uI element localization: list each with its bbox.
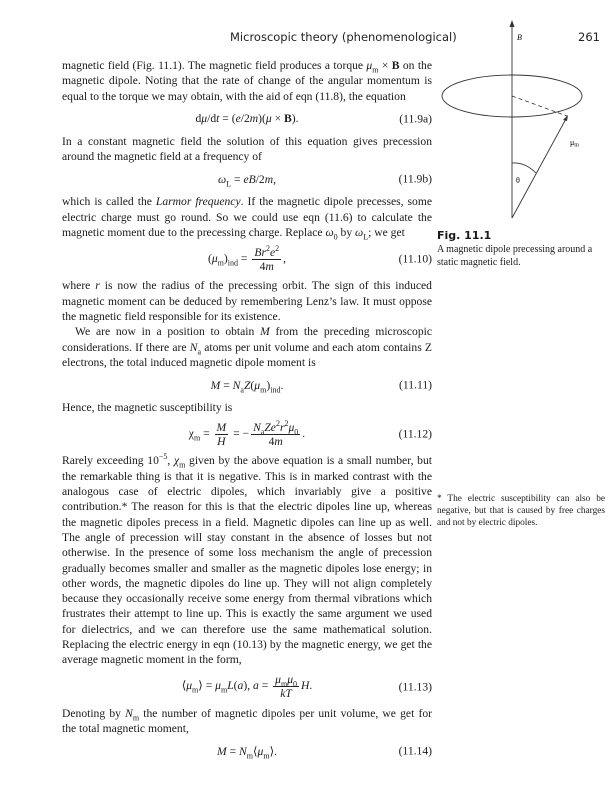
equation [62,670,432,704]
subscript: m [193,433,201,443]
subscript: a [197,346,202,356]
text-run: N [125,706,133,720]
subscript: ind [227,258,239,268]
numerator [273,673,299,687]
label-b: B [517,33,522,42]
text-run: = [226,744,240,758]
arrow-head-icon [510,20,515,27]
figure-label: Fig. 11.1 [437,229,492,242]
subscript: m [280,679,288,689]
text-run: ⟩. [269,744,277,758]
text-run: μ [186,679,193,693]
paragraph [62,58,432,104]
subscript: m [246,750,253,760]
text-run: M [216,420,227,434]
subscript: ind [270,384,281,394]
text-run: Br [254,245,266,259]
text-run: m [249,112,259,126]
text-run: N [253,420,261,434]
denominator [269,435,283,448]
text-run: , [167,454,174,468]
paragraph [62,134,432,165]
text-run: m [274,434,283,448]
angle-arc [512,163,536,173]
text-run: by [337,226,356,240]
equation-body [208,246,286,273]
text-run: × [271,112,285,126]
paragraph [62,324,432,370]
text-run: = [220,378,233,392]
text-run: χ [188,427,194,441]
numerator [252,246,281,260]
text-run: on the magnetic dipole. Noting that the rate of change of the angular momentum is equal to the torque we may obtain, with the aid of eqn (11.8), the equation [62,59,432,103]
figure-precessing-dipole [437,18,607,228]
text-run: H [217,434,226,448]
text-run: μ [254,378,261,392]
text-run: , [283,252,287,266]
text-run: In a constant magnetic field the solution of this equation gives precession around the magnetic field at a frequency of [62,134,432,164]
text-run: kT [280,687,292,701]
denominator [260,260,274,273]
equation-body [195,111,298,126]
paragraph [62,400,432,415]
text-run: ( [250,378,255,392]
text-run: atoms per unit volume and each atom contains Z electrons, the total induced magnetic dipole moment is [62,340,432,369]
text-run: = [200,427,213,441]
fraction [273,673,299,700]
equation-number: (11.9a) [399,112,432,126]
text-run: ⟩ = [198,679,216,693]
text-run: e [235,112,241,126]
subscript: m [372,65,379,75]
text-run: Ze [264,420,276,434]
equation [62,166,432,192]
radius-dashed [512,96,567,116]
text-run: ω [325,226,334,240]
equation-number: (11.14) [398,744,432,758]
text-run: μ [257,744,264,758]
subscript: a [240,384,244,394]
dipole-vector [512,117,567,218]
text-run: Hence, the magnetic susceptibility is [62,401,233,415]
fraction [215,421,229,448]
text-run: magnetic field (Fig. 11.1). The magnetic field produces a torque [62,59,367,72]
text-run: a [253,679,259,693]
equation-body [189,421,305,448]
text-run: ( [233,679,238,693]
text-run: r [279,420,285,434]
text-run: χ [173,454,180,468]
subscript: L [226,179,232,189]
body-text [62,58,432,766]
subscript: m [192,685,199,695]
text-run: /2 [255,172,265,186]
text-run: /2 [240,112,250,126]
text-run: m [264,172,274,186]
text-run: M [260,325,270,339]
text-run: . [280,378,284,392]
text-run: μ [215,679,221,693]
text-run: the number of magnetic dipoles per unit volume, we get for the total magnetic moment, [62,706,432,735]
equation-body [211,378,284,393]
text-run: Z [243,378,251,392]
equation [62,738,432,764]
text-run: . If the magnetic dipole precesses, some electric charge must go round. So we could use eqn (11.6) to calculate the magnetic moment due to the precessing charge. Replace [62,195,432,240]
superscript: −5 [158,452,168,462]
equation-number: (11.9b) [398,172,432,186]
subscript: m [217,258,224,268]
text-run: M [210,378,221,392]
fraction [251,421,300,448]
denominator [280,687,292,700]
running-head: Microscopic theory (phenomenological) [230,30,457,44]
subscript: a [260,427,265,437]
text-run: ) [266,378,271,392]
equation-number: (11.13) [398,679,432,693]
text-run: 4 [268,434,275,448]
text-run: N [232,378,241,392]
text-run: B [284,112,292,126]
text-run: Rarely exceeding 10 [62,454,159,468]
subscript: L [363,232,369,242]
paragraph [62,194,432,240]
equation-body [217,744,277,759]
dipole-arrow-head-icon [563,115,568,121]
denominator [217,435,225,448]
text-run: eB [243,172,256,186]
page-number: 261 [578,30,600,44]
text-run: given by the above equation is a small number, but the remarkable thing is that it is negative. This is in marked contrast with the analogous case of electric dipoles, which invariably give a positive contribution.* The reason for this is that the electric dipoles line up, whereas the magnetic dipoles precess in a field. Magnetic dipoles can line up as well. The angle of precession will stay constant in the absence of losses but not otherwise. In the presence of some loss mechanism the angle of precession gradually becomes smaller and smaller as the magnetic dipoles lose energy; in other words, the magnetic dipoles do line up. They will not align completely because they occasionally receive some energy from thermal vibrations which frustrates their attempt to line up. This is exactly the same argument we used for dielectrics, and we can therefore use the same mathematical solution. Replacing the electric energy in eqn (10.13) by the magnetic energy, we get the average magnetic moment in the form, [62,454,433,667]
text-run: m [265,259,274,273]
text-run: μ [366,59,373,72]
equation-number: (11.11) [399,378,432,392]
text-run: N [239,744,247,758]
text-run: a [237,679,244,693]
text-run: μ [287,673,294,687]
text-run: ( [207,252,212,266]
text-run: /d [207,112,217,126]
equation-number: (11.12) [398,427,432,441]
subscript: m [263,750,270,760]
subscript: 0 [293,679,298,689]
label-theta: θ [516,176,520,185]
text-run: B [391,59,400,72]
text-run: t [216,112,220,126]
text-run: e [269,245,276,259]
label-mu: μ [570,138,575,147]
equation [62,106,432,132]
text-run: = [258,679,272,693]
text-run: ), [243,679,253,693]
text-run: d [195,112,202,126]
text-run: × [378,59,392,72]
text-run: L [227,679,234,693]
text-run: )( [258,112,266,126]
text-run: ⟨ [181,679,187,693]
paragraph [62,453,432,667]
text-run: μ [201,112,208,126]
text-run: r [95,279,100,293]
paragraph [62,706,432,737]
text-run: which is called the [62,195,156,209]
text-run: ω [355,226,364,240]
figure-caption: A magnetic dipole precessing around a static magnetic field. [437,244,593,268]
text-run: . [302,427,306,441]
label-mu-sub: m [574,142,579,149]
equation [62,242,432,276]
superscript: 2 [284,419,289,429]
text-run: ) [223,252,228,266]
equation [62,417,432,451]
paragraph [62,278,432,324]
text-run: ). [291,112,299,126]
text-run: We are now in a position to obtain [75,325,261,339]
numerator [251,421,300,435]
text-run: ⟨ [252,744,258,758]
text-run: H [301,679,310,693]
text-run: μ [265,112,272,126]
text-run: μ [288,420,295,434]
equation-body [182,673,313,700]
text-run: N [189,340,198,354]
svg-text:μm [570,138,579,149]
text-run: M [217,744,227,758]
equation-body [218,172,276,187]
subscript: m [132,712,140,722]
text-run: where [62,279,96,293]
superscript: 2 [275,419,280,429]
fraction [252,246,281,273]
superscript: 2 [265,244,270,254]
text-run: Larmor frequency [155,195,241,209]
equation [62,372,432,398]
text-run: is now the radius of the precessing orbit. The sign of this induced magnetic moment can be deduced by remembering Lenz’s law. It must oppose the magnetic field responsible for its existence. [62,279,432,323]
numerator [215,421,229,435]
text-run: = ( [219,112,236,126]
subscript: m [179,460,186,470]
text-run: 4 [259,259,266,273]
text-run: = − [230,427,250,441]
subscript: 0 [294,427,299,437]
footnote: * The electric susceptibility can also be negative, but that is caused by free charges and not by electric dipoles. [437,494,605,528]
text-run: , [273,172,276,186]
text-run: μ [275,673,281,687]
text-run: ω [218,172,227,186]
text-run: . [309,679,313,693]
text-run: μ [211,252,218,266]
subscript: 0 [333,232,338,242]
equation-number: (11.10) [398,252,432,266]
subscript: m [220,685,228,695]
text-run: Denoting by [62,706,126,720]
subscript: m [260,384,267,394]
text-run: from the preceding microscopic considerations. If there are [62,325,432,354]
text-run: = [238,252,251,266]
text-run: = [231,172,244,186]
superscript: 2 [275,244,280,254]
text-run: ; we get [368,226,405,240]
